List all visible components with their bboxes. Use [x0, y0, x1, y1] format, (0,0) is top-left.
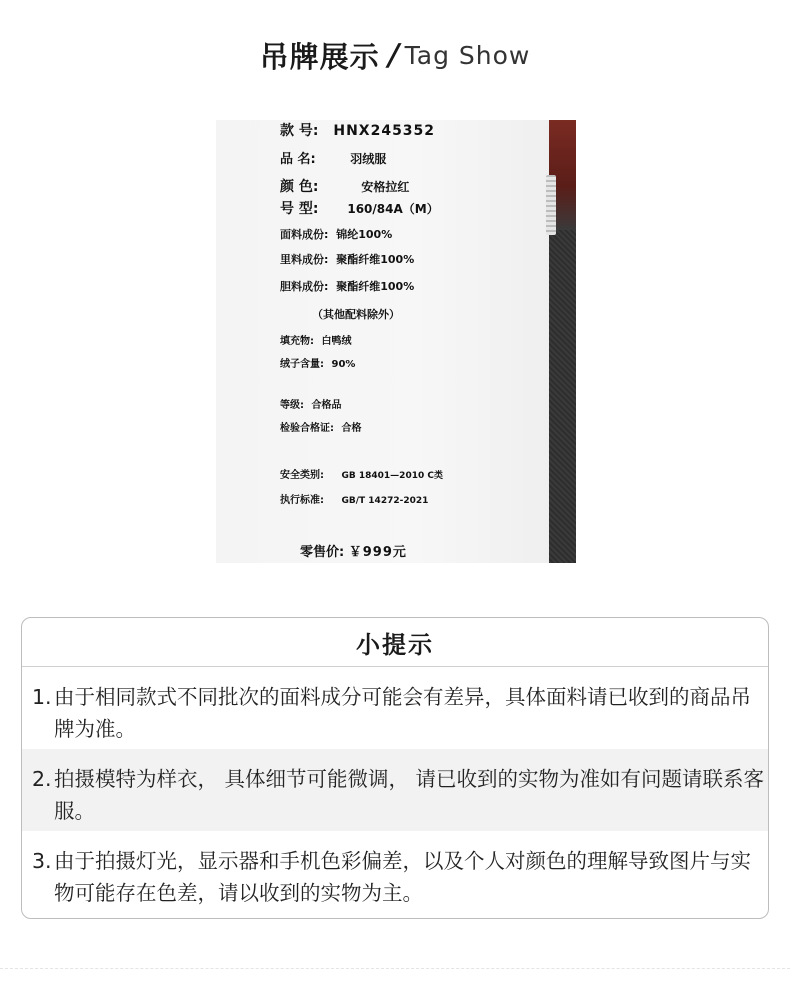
tag-row-name: 品 名: 羽绒服 [280, 152, 387, 167]
tag-row-fabric: 面料成份: 锦纶100% [280, 228, 393, 241]
tag-row-lining: 里料成份: 聚酯纤维100% [280, 253, 415, 266]
tips-box [21, 617, 769, 919]
title-en: Tag Show [404, 40, 531, 70]
tag-photo [216, 120, 576, 563]
tip-number: 1. [32, 685, 52, 709]
tag-row-price: 零售价: ￥999元 [300, 545, 407, 560]
tip-number: 3. [32, 849, 52, 873]
tag-row-inspection: 检验合格证: 合格 [280, 423, 362, 434]
tag-row-bladder: 胆料成份: 聚酯纤维100% [280, 280, 415, 293]
title-zh: 吊牌展示 [259, 39, 380, 74]
tag-row-color: 颜 色: 安格拉红 [280, 179, 410, 195]
section-title [0, 30, 790, 80]
tag-row-size: 号 型: 160/84A（M） [280, 201, 439, 217]
tip-text: 由于相同款式不同批次的面料成分可能会有差异，具体面料请已收到的商品吊牌为准。 [54, 685, 751, 741]
tag-row-grade: 等级: 合格品 [280, 400, 342, 411]
tip-item [22, 749, 768, 831]
tag-row-filling: 填充物: 白鸭绒 [280, 336, 352, 347]
hang-string [546, 175, 556, 235]
tip-item [22, 667, 768, 749]
divider [0, 968, 790, 969]
tip-text: 由于拍摄灯光，显示器和手机色彩偏差，以及个人对颜色的理解导致图片与实物可能存在色差，请以收到的实物为主。 [54, 849, 751, 905]
tips-title: 小提示 [22, 618, 768, 667]
tip-text: 拍摄模特为样衣， 具体细节可能微调， 请已收到的实物为准如有问题请联系客服。 [54, 767, 765, 823]
tip-number: 2. [32, 767, 52, 791]
title-slash: / [383, 37, 403, 73]
tag-row-standard: 执行标准: GB/T 14272-2021 [280, 495, 429, 506]
tag-row-safety: 安全类别: GB 18401—2010 C类 [280, 470, 443, 481]
tag-row-down: 绒子含量: 90% [280, 359, 356, 370]
tag-row-style-no: 款 号: HNX245352 [280, 123, 436, 139]
tip-item [22, 831, 768, 918]
tag-note: （其他配料除外） [312, 308, 400, 321]
